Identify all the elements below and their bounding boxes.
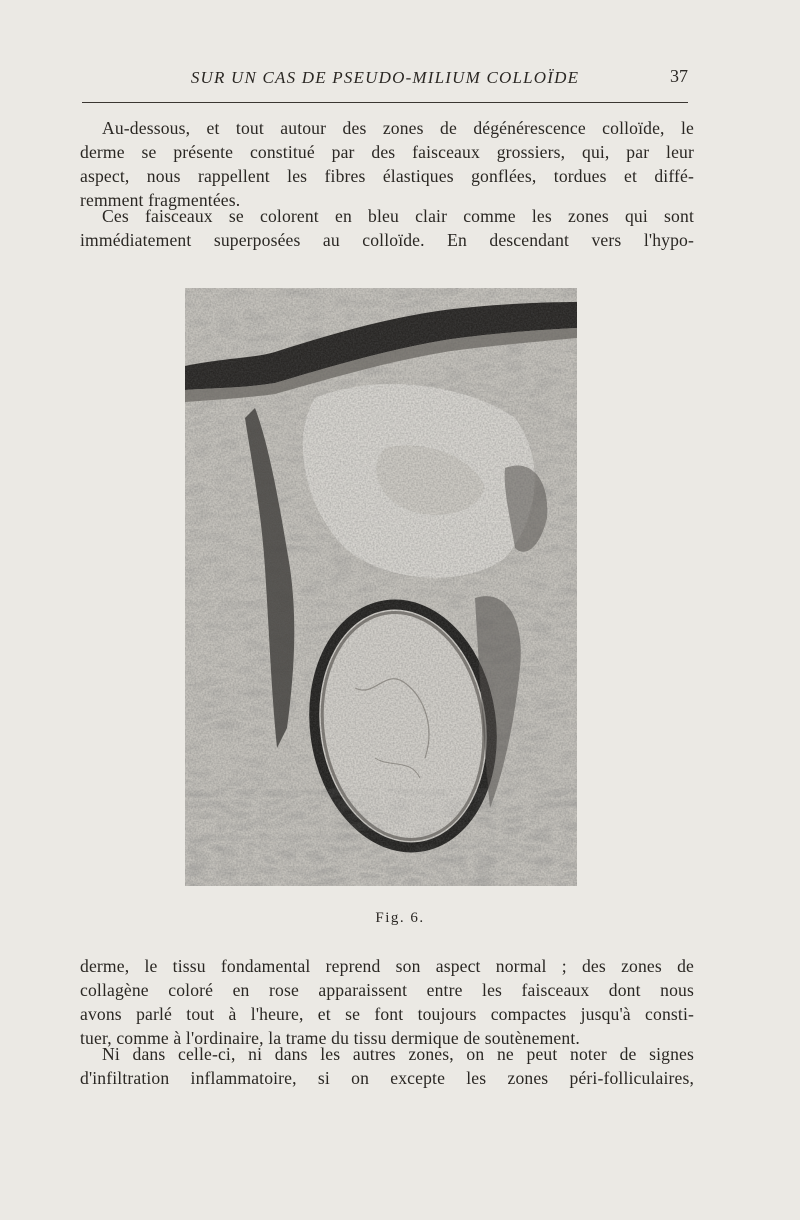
text-line: remment fragmentées. bbox=[80, 190, 241, 210]
paragraph-4 bbox=[80, 1042, 694, 1090]
text-line: avons parlé tout à l'heure, et se font toujours compactes jusqu'à consti- bbox=[80, 1004, 694, 1024]
text-line: Ni dans celle-ci, ni dans les autres zones, on ne peut noter de signes bbox=[102, 1044, 694, 1064]
figure-caption: Fig. 6. bbox=[375, 910, 425, 926]
text-line: tuer, comme à l'ordinaire, la trame du tissu dermique de soutènement. bbox=[80, 1028, 580, 1048]
text-line: collagène coloré en rose apparaissent entre les faisceaux dont nous bbox=[80, 980, 694, 1000]
text-line: derme, le tissu fondamental reprend son aspect normal ; des zones de bbox=[80, 956, 694, 976]
paragraph-3 bbox=[80, 954, 694, 1050]
header-rule bbox=[82, 102, 688, 103]
paragraph-1 bbox=[80, 116, 694, 212]
running-title: SUR UN CAS DE PSEUDO-MILIUM COLLOÏDE bbox=[190, 68, 580, 87]
text-line: aspect, nous rappellent les fibres élastiques gonflées, tordues et diffé- bbox=[80, 166, 694, 186]
text-line: Au-dessous, et tout autour des zones de dégénérescence colloïde, le bbox=[102, 118, 694, 138]
text-line: Ces faisceaux se colorent en bleu clair comme les zones qui sont bbox=[102, 206, 694, 226]
micrograph-illustration bbox=[185, 288, 577, 886]
paragraph-2 bbox=[80, 204, 694, 252]
text-line: d'infiltration inflammatoire, si on excepte les zones péri-folliculaires, bbox=[80, 1068, 694, 1088]
text-line: immédiatement superposées au colloïde. En descendant vers l'hypo- bbox=[80, 230, 694, 250]
page-number: 37 bbox=[670, 66, 688, 86]
running-header bbox=[82, 66, 688, 94]
histology-micrograph bbox=[185, 288, 577, 886]
text-line: derme se présente constitué par des faisceaux grossiers, qui, par leur bbox=[80, 142, 694, 162]
